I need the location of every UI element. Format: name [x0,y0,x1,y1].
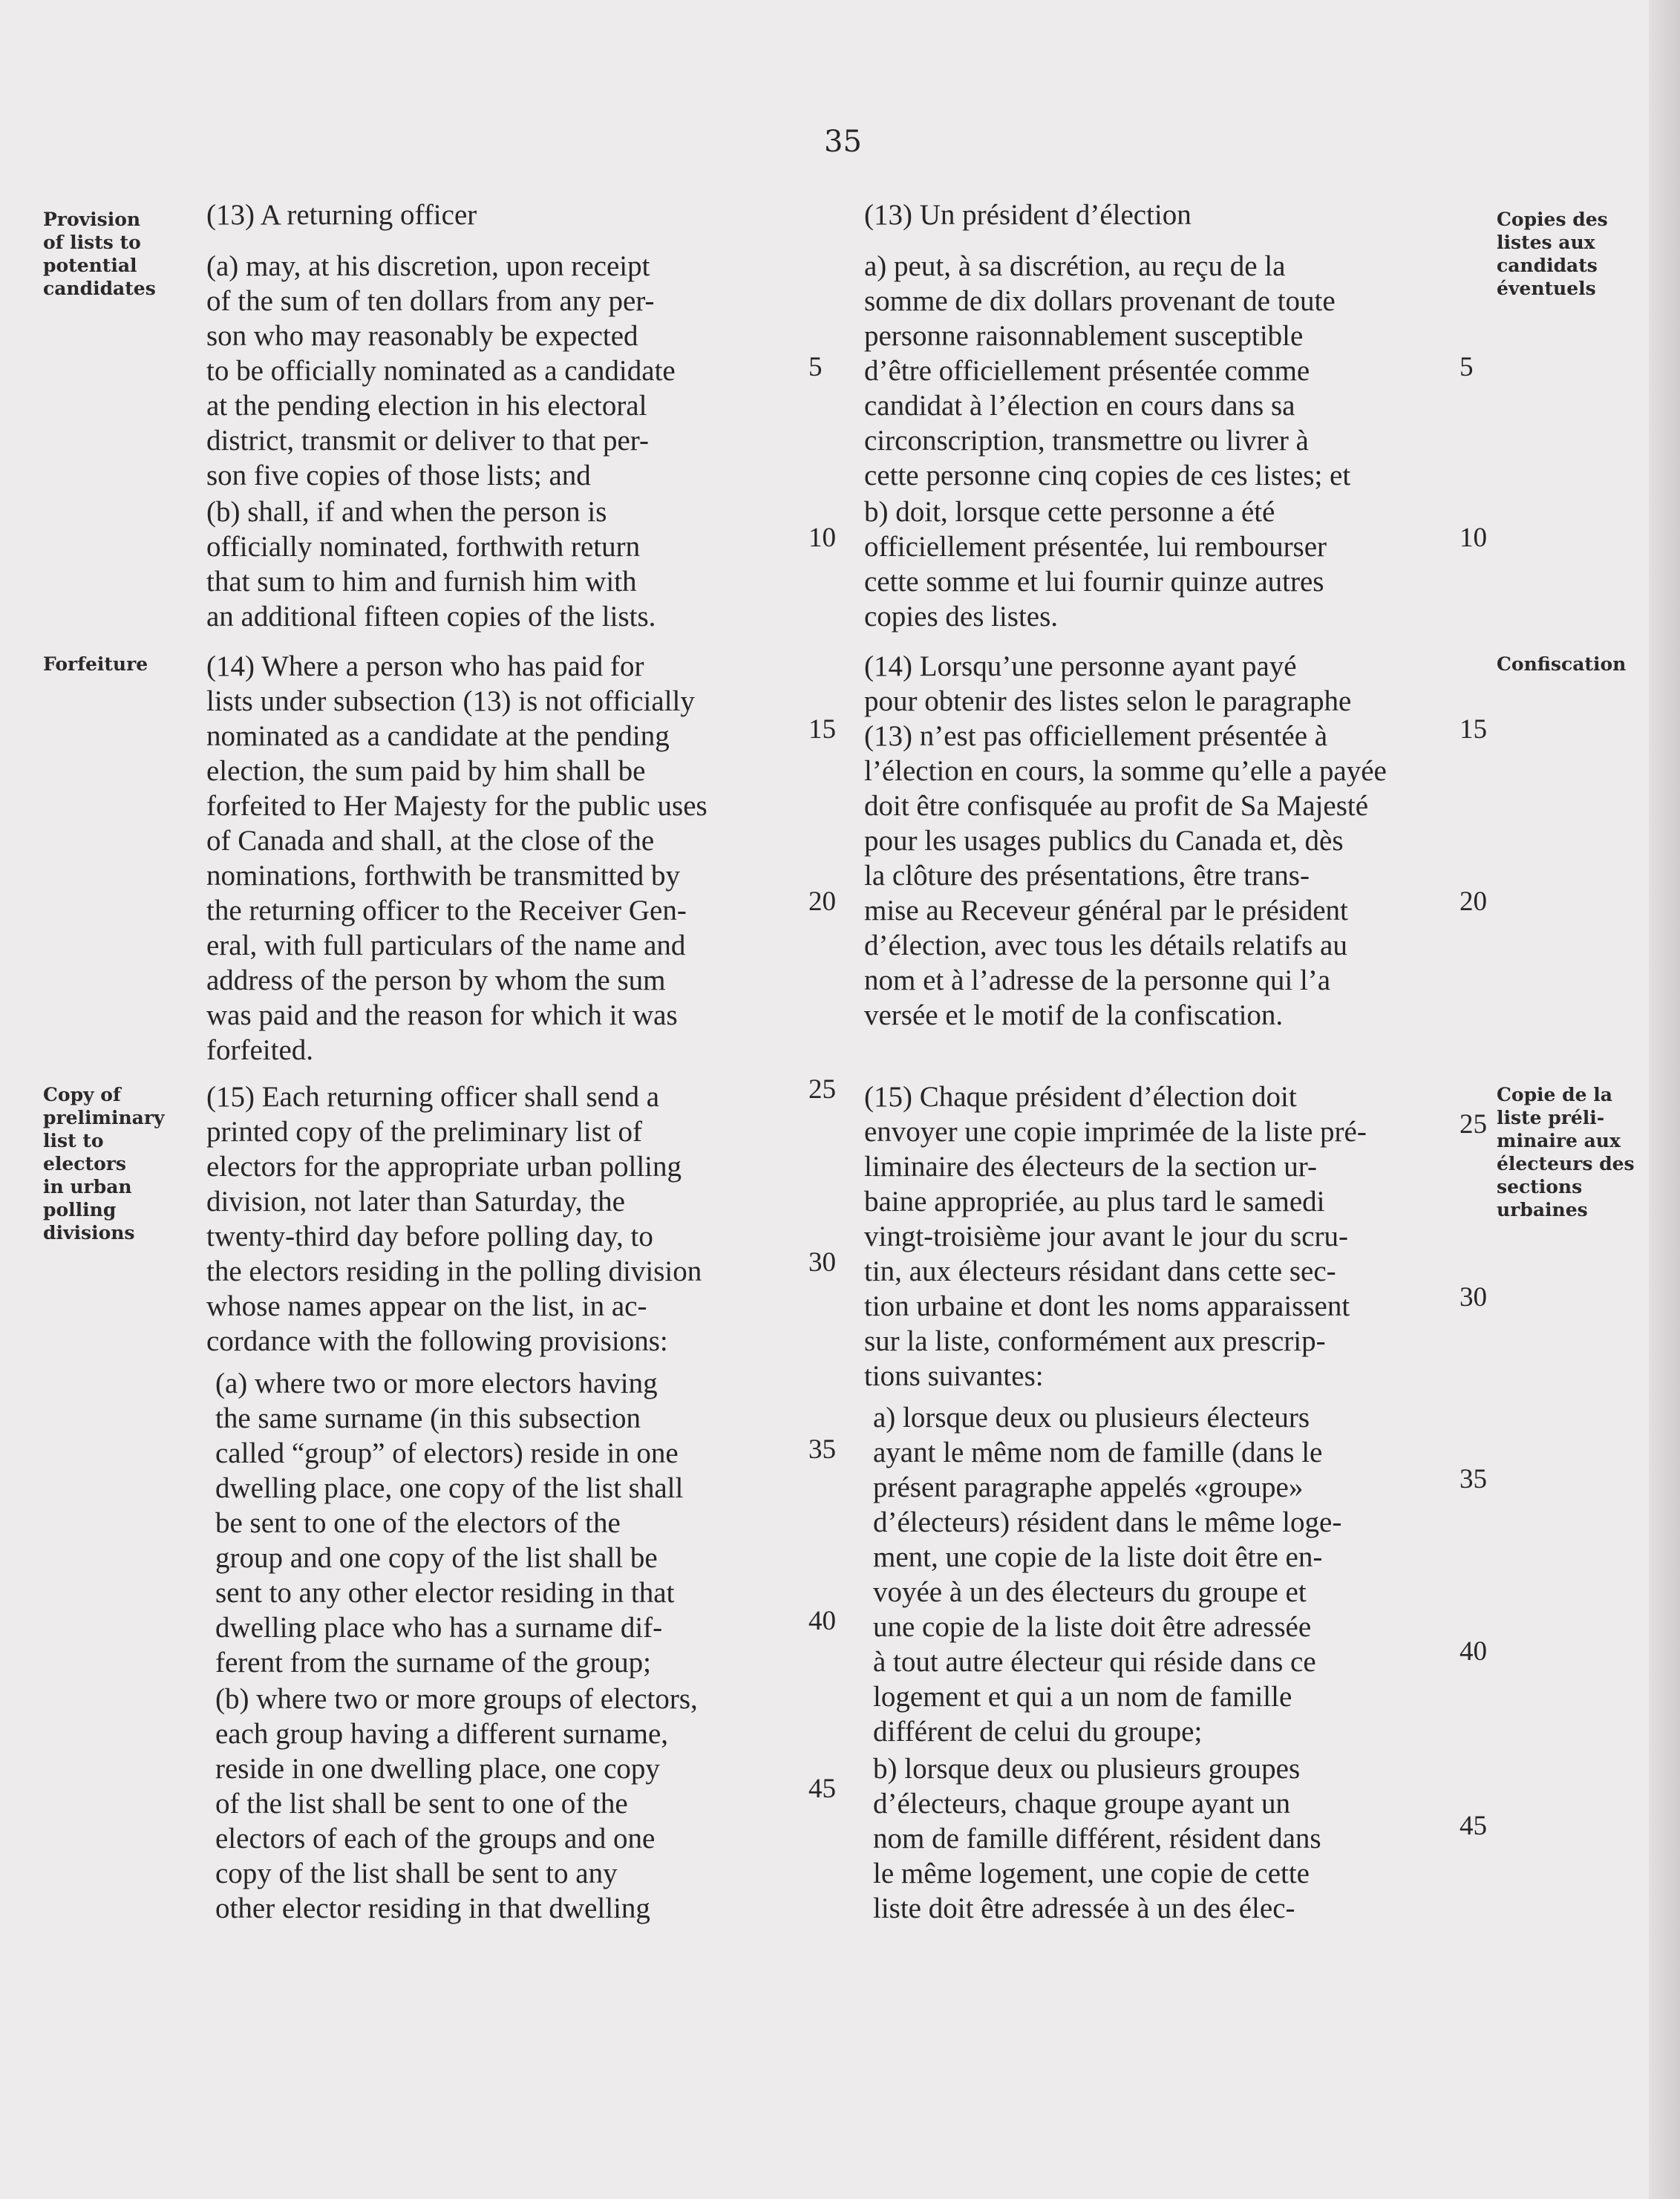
margin-note-provision-of-lists: Provision of lists to potential candidates [43,209,156,299]
text-line: district, transmit or deliver to that per- [206,425,649,457]
text-line: a) peut, à sa discrétion, au reçu de la [864,250,1286,282]
line-number: 30 [1460,1282,1487,1313]
text-line: versée et le motif de la confiscation. [864,999,1284,1031]
text-line: the same surname (in this subsection [215,1402,641,1434]
text-line: la clôture des présentations, être trans- [864,860,1310,892]
line-number: 15 [808,714,836,745]
text-line: electors of each of the groups and one [215,1823,656,1855]
line-number: 30 [808,1247,836,1278]
text-line: printed copy of the preliminary list of [206,1116,643,1148]
text-line: sur la liste, conformément aux prescrip- [864,1325,1326,1357]
text-line: (13) n’est pas officiellement présentée à [864,720,1328,752]
text-line: doit être confisquée au profit de Sa Majesté [864,790,1369,822]
text-line: reside in one dwelling place, one copy [215,1753,660,1785]
line-number: 10 [808,523,836,553]
text-line: the returning officer to the Receiver Gen- [206,895,687,927]
text-line: (b) shall, if and when the person is [206,496,607,528]
text-line: candidat à l’élection en cours dans sa [864,390,1295,422]
line-number: 20 [1460,886,1487,917]
text-line: of the list shall be sent to one of the [215,1788,628,1820]
text-line: nom et à l’adresse de la personne qui l’a [864,964,1331,996]
text-line: logement et qui a un nom de famille [873,1681,1292,1713]
text-line: ferent from the surname of the group; [215,1647,651,1679]
margin-note-copie-de-la-liste: Copie de la liste préli- minaire aux électeurs des sections urbaines [1497,1084,1635,1221]
margin-note-confiscation: Confiscation [1497,653,1627,675]
text-line: son five copies of those lists; and [206,460,591,491]
text-line: d’élection, avec tous les détails relatifs au [864,929,1347,961]
text-line: address of the person by whom the sum [206,964,666,996]
text-line: an additional fifteen copies of the lists. [206,601,656,633]
text-line: tion urbaine et dont les noms apparaissent [864,1290,1350,1322]
margin-note-copies-des-listes: Copies des listes aux candidats éventuels [1497,209,1608,299]
text-line: lists under subsection (13) is not officially [206,685,695,717]
text-line: cette somme et lui fournir quinze autres [864,566,1324,598]
text-line: was paid and the reason for which it was [206,999,678,1031]
text-line: that sum to him and furnish him with [206,566,637,598]
text-line: différent de celui du groupe; [873,1716,1203,1748]
line-number: 40 [808,1606,836,1636]
line-number: 35 [1460,1464,1487,1494]
text-line: b) doit, lorsque cette personne a été [864,496,1275,528]
line-number: 25 [808,1074,836,1105]
text-line: d’électeurs) résident dans le même loge- [873,1506,1342,1538]
text-line: baine appropriée, au plus tard le samedi [864,1186,1325,1218]
text-line: (13) A returning officer [206,199,477,231]
line-number: 45 [1460,1811,1487,1841]
text-line: envoyer une copie imprimée de la liste pré- [864,1116,1367,1148]
text-line: whose names appear on the list, in ac- [206,1290,647,1322]
text-line: l’élection en cours, la somme qu’elle a payée [864,755,1387,787]
text-line: nom de famille différent, résident dans [873,1823,1321,1855]
text-line: officially nominated, forthwith return [206,531,641,563]
text-line: circonscription, transmettre ou livrer à [864,425,1309,457]
text-line: cordance with the following provisions: [206,1325,668,1357]
text-line: nominations, forthwith be transmitted by [206,860,680,892]
text-line: tions suivantes: [864,1360,1044,1392]
text-line: to be officially nominated as a candidate [206,355,676,387]
text-line: cette personne cinq copies de ces listes; et [864,460,1351,491]
text-line: pour les usages publics du Canada et, dès [864,825,1344,857]
text-line: d’électeurs, chaque groupe ayant un [873,1788,1290,1820]
text-line: of the sum of ten dollars from any per- [206,285,655,317]
text-line: eral, with full particulars of the name and [206,929,686,961]
text-line: (a) may, at his discretion, upon receipt [206,250,650,282]
text-line: dwelling place, one copy of the list shall [215,1472,684,1504]
text-line: son who may reasonably be expected [206,320,638,352]
text-line: at the pending election in his electoral [206,390,647,422]
text-line: b) lorsque deux ou plusieurs groupes [873,1753,1301,1785]
text-line: (13) Un président d’élection [864,199,1192,231]
text-line: somme de dix dollars provenant de toute [864,285,1336,317]
text-line: nominated as a candidate at the pending [206,720,670,752]
page-number: 35 [824,125,862,159]
text-line: other elector residing in that dwelling [215,1892,650,1924]
text-line: (a) where two or more electors having [215,1368,658,1399]
text-line: (15) Each returning officer shall send a [206,1081,660,1113]
text-line: mise au Receveur général par le président [864,895,1348,927]
text-line: be sent to one of the electors of the [215,1507,621,1539]
text-line: election, the sum paid by him shall be [206,755,646,787]
text-line: ayant le même nom de famille (dans le [873,1437,1323,1468]
text-line: (15) Chaque président d’élection doit [864,1081,1297,1113]
text-line: d’être officiellement présentée comme [864,355,1310,387]
text-line: group and one copy of the list shall be [215,1542,658,1574]
line-number: 20 [808,886,836,917]
text-line: the electors residing in the polling division [206,1255,702,1287]
text-line: each group having a different surname, [215,1718,669,1750]
margin-note-forfeiture: Forfeiture [43,653,148,675]
text-line: ment, une copie de la liste doit être en- [873,1541,1323,1573]
text-line: présent paragraphe appelés «groupe» [873,1471,1304,1503]
text-line: forfeited to Her Majesty for the public uses [206,790,707,822]
text-line: dwelling place who has a surname dif- [215,1612,663,1644]
text-line: tin, aux électeurs résidant dans cette sec- [864,1255,1336,1287]
text-line: electors for the appropriate urban polling [206,1151,682,1183]
text-line: une copie de la liste doit être adressée [873,1611,1312,1643]
line-number: 10 [1460,523,1487,553]
line-number: 15 [1460,714,1487,745]
text-line: copies des listes. [864,601,1059,633]
text-line: vingt-troisième jour avant le jour du scru- [864,1221,1348,1252]
margin-note-copy-of-preliminary-list: Copy of preliminary list to electors in urban polling divisions [43,1084,165,1244]
text-line: à tout autre électeur qui réside dans ce [873,1646,1316,1678]
text-line: pour obtenir des listes selon le paragraphe [864,685,1352,717]
text-line: sent to any other elector residing in that [215,1577,675,1609]
text-line: le même logement, une copie de cette [873,1857,1310,1889]
text-line: liminaire des électeurs de la section ur- [864,1151,1317,1183]
text-line: copy of the list shall be sent to any [215,1857,618,1889]
line-number: 25 [1460,1109,1487,1140]
text-line: (14) Lorsqu’une personne ayant payé [864,650,1297,682]
text-line: forfeited. [206,1034,314,1066]
text-line: division, not later than Saturday, the [206,1186,625,1218]
text-line: (b) where two or more groups of electors, [215,1683,698,1715]
line-number: 35 [808,1434,836,1465]
line-number: 5 [808,352,823,382]
line-number: 5 [1460,352,1474,382]
text-line: voyée à un des électeurs du groupe et [873,1576,1307,1608]
text-line: twenty-third day before polling day, to [206,1221,653,1252]
text-line: called “group” of electors) reside in one [215,1437,679,1469]
text-line: personne raisonnablement susceptible [864,320,1304,352]
line-number: 45 [808,1774,836,1804]
text-line: officiellement présentée, lui rembourser [864,531,1327,563]
text-line: liste doit être adressée à un des élec- [873,1892,1295,1924]
text-line: of Canada and shall, at the close of the [206,825,655,857]
text-line: (14) Where a person who has paid for [206,650,644,682]
text-line: a) lorsque deux ou plusieurs électeurs [873,1402,1310,1434]
line-number: 40 [1460,1636,1487,1667]
